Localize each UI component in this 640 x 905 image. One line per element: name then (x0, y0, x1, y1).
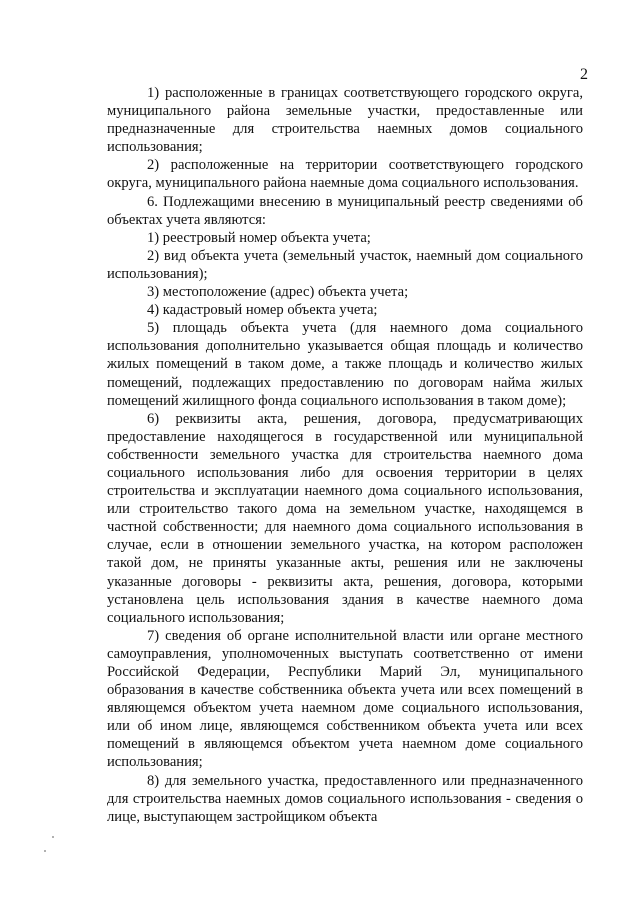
page-number: 2 (580, 66, 588, 83)
paragraph-act-details: 6) реквизиты акта, решения, договора, предусматривающих предоставление находящегося в государственной или муниципальной собственности земельного участка для строительства наемного дома социального использования либо для освоения территории в целях строительства и эксплуатации наемного дома социального использования, или строительство такого дома на земельном участке, находящемся в частной собственности; для наемного дома социального использования в случае, если в отношении земельного участка, на котором расположен такой дом, не приняты указанные акты, решения или не заключены указанные договоры - реквизиты акта, решения, договора, которыми установлена цель использования здания в качестве наемного дома социального использования; (107, 410, 583, 626)
paragraph-item-1-land-plots: 1) расположенные в границах соответствующего городского округа, муниципального района земельные участки, предоставленные или предназначенные для строительства наемных домов социального использования; (107, 85, 583, 156)
scan-speck (44, 850, 46, 852)
paragraph-registry-number: 1) реестровый номер объекта учета; (147, 229, 371, 246)
scan-speck (52, 836, 54, 838)
paragraph-authority-info: 7) сведения об органе исполнительной власти или органе местного самоуправления, уполномоченных выступать соответственно от имени Российской Федерации, Республики Марий Эл, муниципального образования в качестве собственника объекта учета или всех помещений в являющемся объектом учета наемном доме социального использования, или об ином лице, являющемся собственником объекта учета или всех помещений в являющемся объектом учета наемном доме социального использования; (107, 627, 583, 771)
paragraph-developer-info: 8) для земельного участка, предоставленного или предназначенного для строительства наемных домов социального использования - сведения о лице, выступающем застройщиком объекта (107, 772, 583, 825)
paragraph-cadastral-number: 4) кадастровый номер объекта учета; (147, 302, 378, 319)
paragraph-object-type: 2) вид объекта учета (земельный участок, наемный дом социального использования); (107, 247, 583, 282)
document-body (107, 84, 583, 826)
paragraph-location-address: 3) местоположение (адрес) объекта учета; (147, 284, 409, 301)
paragraph-section-6-heading: 6. Подлежащими внесению в муниципальный реестр сведениями об объектах учета являются: (107, 193, 583, 228)
paragraph-item-2-rental-houses: 2) расположенные на территории соответствующего городского округа, муниципального района наемные дома социального использования. (107, 157, 583, 192)
paragraph-object-area: 5) площадь объекта учета (для наемного дома социального использования дополнительно указывается общая площадь и количество жилых помещений в таком доме, а также площадь и количество жилых помещений, подлежащих предоставлению по договорам найма жилых помещений жилищного фонда социального использования в таком доме); (107, 320, 583, 409)
